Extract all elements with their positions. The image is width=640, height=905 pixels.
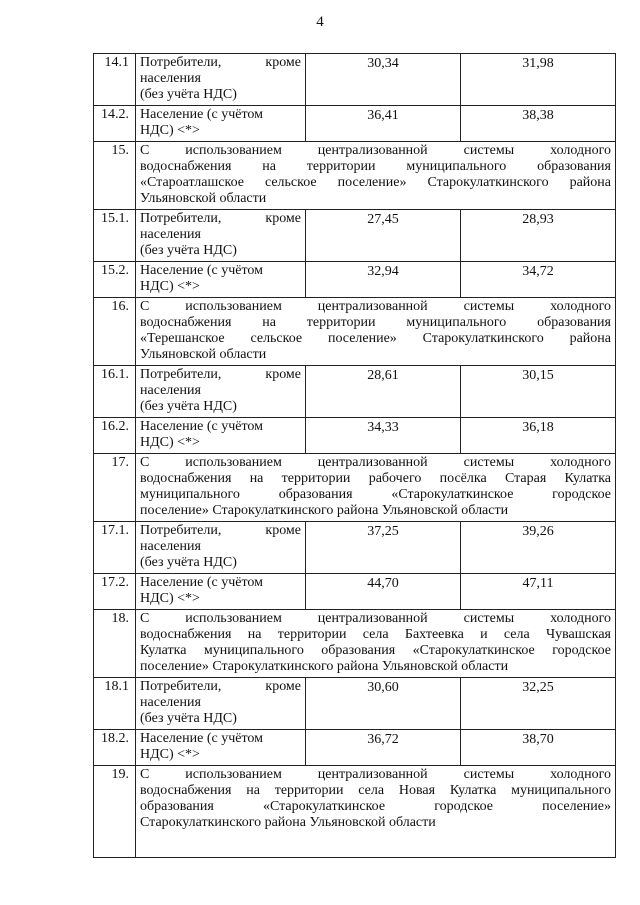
description-line: С использованием централизованной системы холодного [140, 299, 611, 314]
tariff-row [94, 730, 616, 766]
category-line: Население (с учётом [140, 263, 263, 278]
tariff-value-period-2: 38,70 [461, 730, 616, 766]
tariff-value-period-1: 36,72 [306, 730, 461, 766]
description-line: Ульяновской области [140, 347, 267, 362]
tariff-value-period-2: 31,98 [461, 54, 616, 106]
category-line: Потребители, кроме [140, 211, 301, 226]
tariff-value-period-1: 36,41 [306, 106, 461, 142]
tariff-table [93, 53, 616, 858]
tariff-value-period-1: 30,34 [306, 54, 461, 106]
category-line: Потребители, кроме [140, 55, 301, 70]
row-number: 17. [94, 454, 136, 522]
consumer-category [136, 366, 306, 418]
row-number: 15. [94, 142, 136, 210]
section-description [136, 610, 616, 678]
description-line: С использованием централизованной системы холодного [140, 143, 611, 158]
description-line: водоснабжения на территории муниципального образования [140, 159, 611, 174]
category-line: (без учёта НДС) [140, 399, 237, 414]
description-line: Ульяновской области [140, 191, 267, 206]
tariff-value-period-1: 27,45 [306, 210, 461, 262]
section-row [94, 142, 616, 210]
row-number: 19. [94, 766, 136, 858]
row-number: 18. [94, 610, 136, 678]
row-number: 17.2. [94, 574, 136, 610]
section-row [94, 610, 616, 678]
category-line: Население (с учётом [140, 419, 263, 434]
row-number: 16. [94, 298, 136, 366]
category-line: населения [140, 539, 201, 554]
consumer-category [136, 678, 306, 730]
tariff-value-period-1: 37,25 [306, 522, 461, 574]
category-line: населения [140, 383, 201, 398]
tariff-row [94, 106, 616, 142]
category-line: Население (с учётом [140, 575, 263, 590]
tariff-value-period-1: 28,61 [306, 366, 461, 418]
tariff-row [94, 54, 616, 106]
tariff-row [94, 210, 616, 262]
section-row [94, 454, 616, 522]
tariff-value-period-1: 30,60 [306, 678, 461, 730]
section-description [136, 766, 616, 858]
tariff-row [94, 418, 616, 454]
tariff-value-period-2: 28,93 [461, 210, 616, 262]
tariff-value-period-1: 32,94 [306, 262, 461, 298]
description-line: водоснабжения на территории села Новая Кулатка муниципального [140, 783, 611, 798]
tariff-value-period-1: 34,33 [306, 418, 461, 454]
tariff-value-period-2: 30,15 [461, 366, 616, 418]
category-line: НДС) <*> [140, 279, 200, 294]
row-number: 16.2. [94, 418, 136, 454]
consumer-category [136, 522, 306, 574]
tariff-row [94, 522, 616, 574]
category-line: населения [140, 695, 201, 710]
row-number: 14.2. [94, 106, 136, 142]
consumer-category [136, 262, 306, 298]
page-number: 4 [316, 14, 324, 30]
description-line: водоснабжения на территории муниципального образования [140, 315, 611, 330]
tariff-row [94, 574, 616, 610]
description-line: С использованием централизованной системы холодного [140, 767, 611, 782]
section-row [94, 298, 616, 366]
row-number: 17.1. [94, 522, 136, 574]
description-line: Старокулаткинского района Ульяновской области [140, 815, 436, 830]
tariff-row [94, 262, 616, 298]
description-line: С использованием централизованной системы холодного [140, 455, 611, 470]
tariff-value-period-2: 39,26 [461, 522, 616, 574]
description-line: поселение» Старокулаткинского района Ульяновской области [140, 503, 509, 518]
section-description [136, 298, 616, 366]
tariff-table-body [94, 54, 616, 858]
row-number: 15.1. [94, 210, 136, 262]
category-line: НДС) <*> [140, 123, 200, 138]
category-line: (без учёта НДС) [140, 555, 237, 570]
tariff-value-period-2: 34,72 [461, 262, 616, 298]
category-line: Население (с учётом [140, 731, 263, 746]
consumer-category [136, 106, 306, 142]
tariff-row [94, 678, 616, 730]
category-line: населения [140, 71, 201, 86]
category-line: (без учёта НДС) [140, 87, 237, 102]
category-line: (без учёта НДС) [140, 711, 237, 726]
description-line: водоснабжения на территории села Бахтеевка и села Чувашская [140, 627, 611, 642]
consumer-category [136, 54, 306, 106]
row-number: 16.1. [94, 366, 136, 418]
tariff-value-period-2: 47,11 [461, 574, 616, 610]
category-line: населения [140, 227, 201, 242]
consumer-category [136, 418, 306, 454]
category-line: (без учёта НДС) [140, 243, 237, 258]
description-line: муниципального образования «Старокулаткинское городское [140, 487, 611, 502]
consumer-category [136, 574, 306, 610]
consumer-category [136, 210, 306, 262]
category-line: НДС) <*> [140, 435, 200, 450]
category-line: Потребители, кроме [140, 679, 301, 694]
tariff-row [94, 366, 616, 418]
tariff-value-period-2: 32,25 [461, 678, 616, 730]
category-line: НДС) <*> [140, 591, 200, 606]
section-row [94, 766, 616, 858]
description-line: Кулатка муниципального образования «Старокулаткинское городское [140, 643, 611, 658]
tariff-value-period-2: 38,38 [461, 106, 616, 142]
description-line: водоснабжения на территории рабочего посёлка Старая Кулатка [140, 471, 611, 486]
category-line: Население (с учётом [140, 107, 263, 122]
description-line: «Терешанское сельское поселение» Старокулаткинского района [140, 331, 611, 346]
category-line: НДС) <*> [140, 747, 200, 762]
section-description [136, 454, 616, 522]
description-line: С использованием централизованной системы холодного [140, 611, 611, 626]
tariff-value-period-1: 44,70 [306, 574, 461, 610]
row-number: 15.2. [94, 262, 136, 298]
category-line: Потребители, кроме [140, 523, 301, 538]
section-description [136, 142, 616, 210]
row-number: 18.2. [94, 730, 136, 766]
row-number: 14.1 [94, 54, 136, 106]
row-number: 18.1 [94, 678, 136, 730]
consumer-category [136, 730, 306, 766]
category-line: Потребители, кроме [140, 367, 301, 382]
description-line: «Староатлашское сельское поселение» Старокулаткинского района [140, 175, 611, 190]
tariff-value-period-2: 36,18 [461, 418, 616, 454]
description-line: образования «Старокулаткинское городское поселение» [140, 799, 611, 814]
description-line: поселение» Старокулаткинского района Ульяновской области [140, 659, 509, 674]
